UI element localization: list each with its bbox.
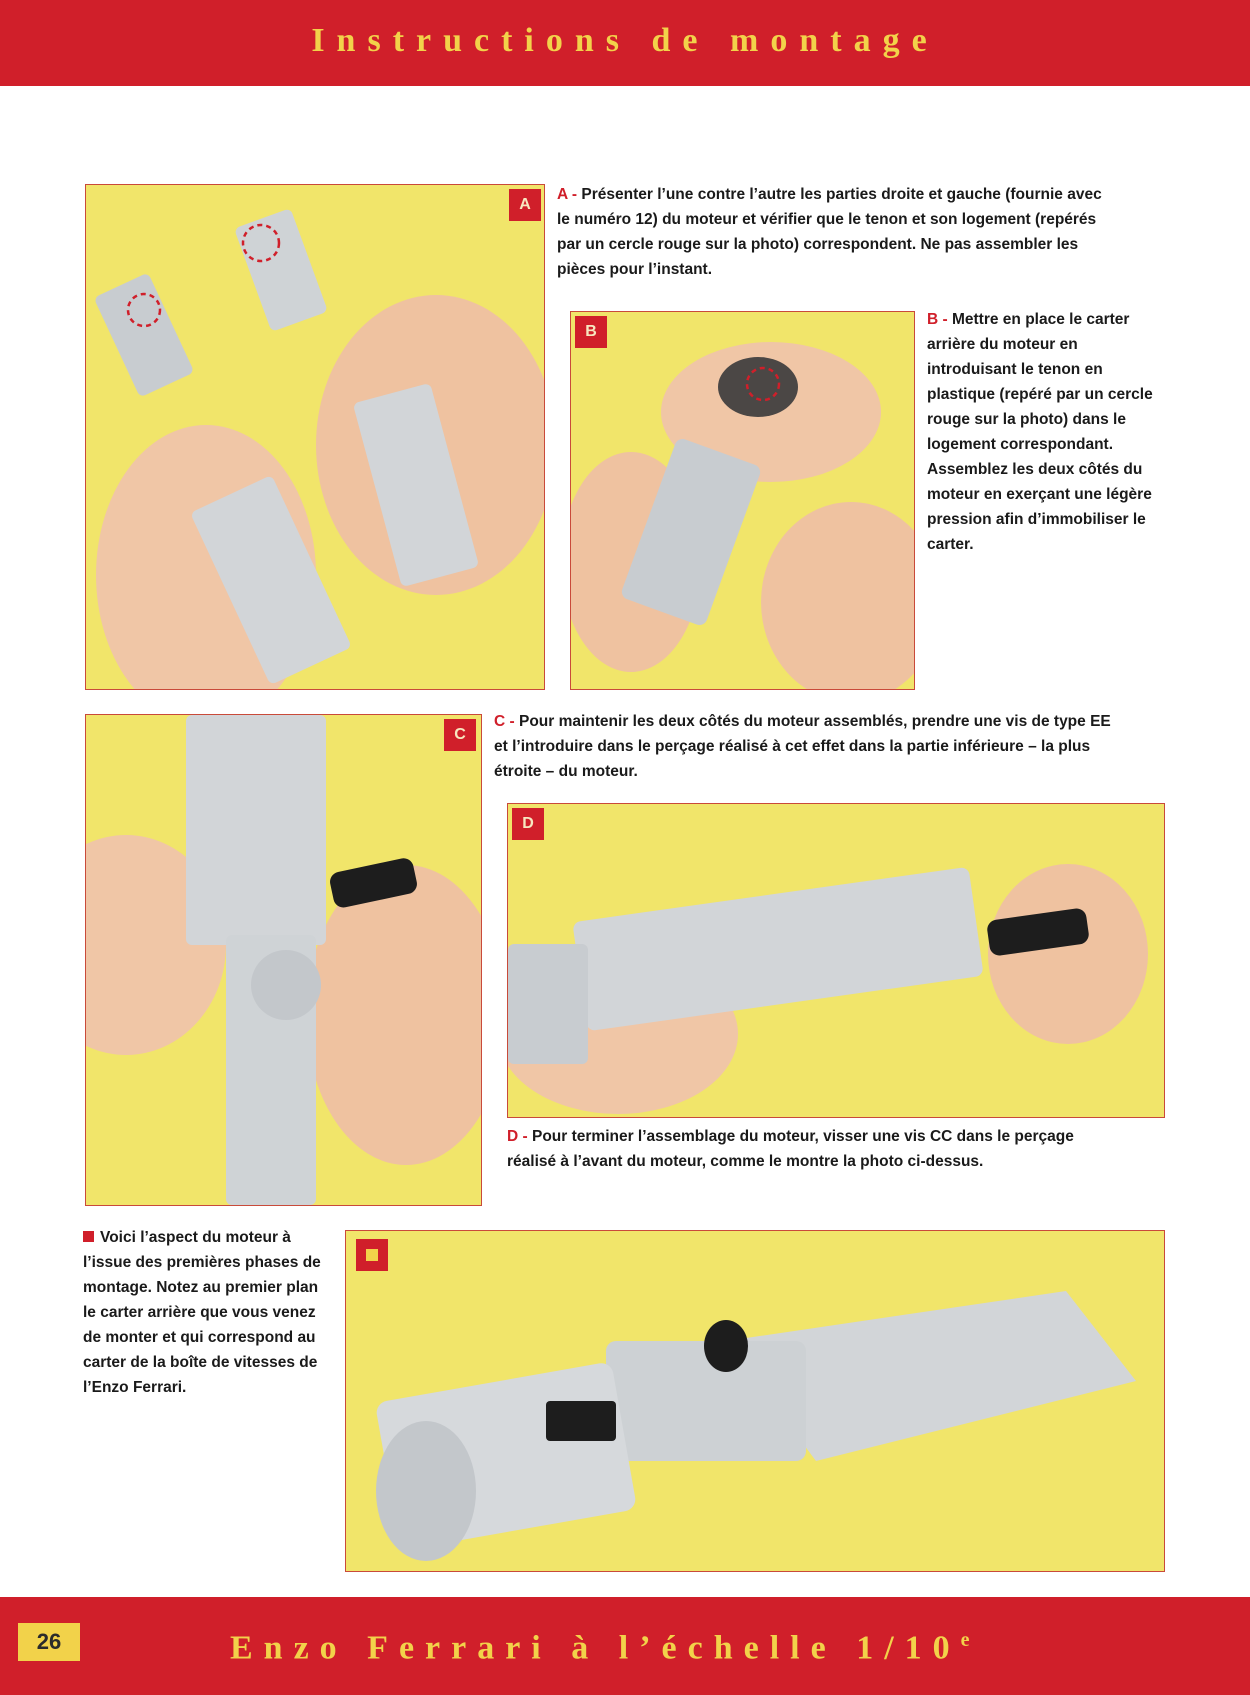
page-number: 26 (18, 1623, 80, 1661)
caption-c-letter: C (494, 713, 506, 730)
caption-a-text: Présenter l’une contre l’autre les parties droite et gauche (fournie avec le numéro 12) du moteur et vérifier que le tenon et son logement (repérés par un cercle rouge sur la photo) correspondent. Ne pas assembler les pièces pour l’instant. (557, 186, 1102, 278)
footer-band (0, 1597, 1250, 1695)
photo-b-illustration (571, 312, 914, 689)
header-band (0, 0, 1250, 86)
photo-d-illustration (508, 804, 1164, 1117)
caption-step-a: A - Présenter l’une contre l’autre les parties droite et gauche (fournie avec le numéro 12) du moteur et vérifier que le tenon et son logement (repérés par un cercle rouge sur la photo) correspondent. Ne pas assembler les pièces pour l’instant. (557, 186, 1102, 278)
photo-a-illustration (86, 185, 544, 689)
page-title: Instructions de montage (311, 22, 939, 59)
step-d-tag: D (512, 808, 544, 840)
caption-d-text: Pour terminer l’assemblage du moteur, visser une vis CC dans le perçage réalisé à l’avant du moteur, comme le montre la photo ci-dessus. (507, 1128, 1074, 1170)
caption-step-c: C - Pour maintenir les deux côtés du moteur assemblés, prendre une vis de type EE et l’introduire dans le perçage réalisé à cet effet dans la partie inférieure – la plus étroite – du moteur. (494, 713, 1111, 780)
caption-d-letter: D (507, 1128, 519, 1145)
photo-step-c (85, 714, 482, 1206)
caption-a-letter: A (557, 186, 568, 203)
caption-final (83, 1225, 323, 1400)
step-c-tag: C (444, 719, 476, 751)
photo-final-engine (345, 1230, 1165, 1572)
step-a-tag: A (509, 189, 541, 221)
photo-c-illustration (86, 715, 481, 1205)
caption-final-text: Voici l’aspect du moteur à l’issue des premières phases de montage. Notez au premier plan le carter arrière que vous venez de monter et qui correspond au carter de la boîte de vitesses de l’Enzo Ferrari. (83, 1229, 321, 1396)
caption-step-b: B - Mettre en place le carter arrière du moteur en introduisant le tenon en plastique (repéré par un cercle rouge sur la photo) dans le logement correspondant. Assemblez les deux côtés du moteur en exerçant une légère pression afin d’immobiliser le carter. (927, 311, 1153, 553)
caption-b-letter: B (927, 311, 939, 328)
footer-superscript: e (960, 1629, 970, 1651)
photo-final-illustration (346, 1231, 1164, 1571)
photo-step-b (570, 311, 915, 690)
caption-b-text: Mettre en place le carter arrière du moteur en introduisant le tenon en plastique (repéré par un cercle rouge sur la photo) dans le logement correspondant. Assemblez les deux côtés du moteur en exerçant une légère pression afin d’immobiliser le carter. (927, 311, 1153, 553)
caption-c-text: Pour maintenir les deux côtés du moteur assemblés, prendre une vis de type EE et l’introduire dans le perçage réalisé à cet effet dans la partie inférieure – la plus étroite – du moteur. (494, 713, 1111, 780)
final-square-tag (356, 1239, 388, 1271)
red-square-bullet (83, 1231, 94, 1242)
photo-step-a (85, 184, 545, 690)
step-b-tag: B (575, 316, 607, 348)
caption-step-d: D - Pour terminer l’assemblage du moteur, visser une vis CC dans le perçage réalisé à l’avant du moteur, comme le montre la photo ci-dessus. (507, 1128, 1074, 1170)
footer-title: Enzo Ferrari à l’échelle 1/10e (230, 1629, 970, 1667)
photo-step-d (507, 803, 1165, 1118)
